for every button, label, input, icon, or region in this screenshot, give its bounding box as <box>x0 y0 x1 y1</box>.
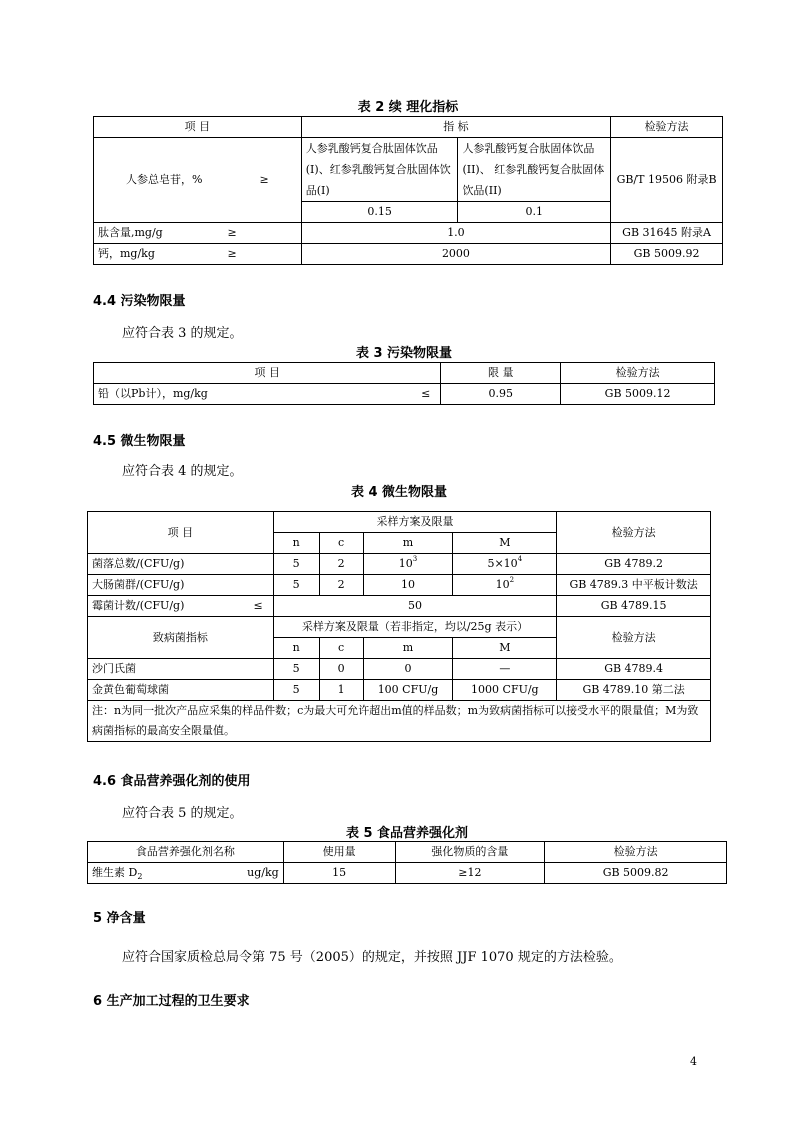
coliform-M: $10^2$ <box>453 575 557 596</box>
table4-sub-c: c <box>319 533 363 554</box>
page-number: 4 <box>690 1055 697 1068</box>
salmonella-label: 沙门氏菌 <box>88 659 274 680</box>
peptide-method: GB 31645 附录A <box>611 223 723 244</box>
table2-row-peptide <box>94 223 723 244</box>
staph-M: 1000 CFU/g <box>453 680 557 701</box>
section-4-6-text: 应符合表 5 的规定。 <box>122 806 243 821</box>
lead-label: 铅（以Pb计），mg/kg <box>98 387 208 400</box>
salmonella-n: 5 <box>273 659 319 680</box>
pathogen-header-method: 检验方法 <box>557 617 711 659</box>
calcium-sign: ≥ <box>227 247 237 260</box>
ginsenoside-label: 人参总皂苷，% <box>126 173 203 186</box>
vitamin-d2-unit: ug/kg <box>247 866 279 879</box>
table4-header-plan: 采样方案及限量 <box>273 512 557 533</box>
total-count-method: GB 4789.2 <box>557 554 711 575</box>
table2-header-indicator: 指 标 <box>301 117 610 138</box>
total-count-M: $5\times 10^4$ <box>453 554 557 575</box>
table4-row-staph <box>88 680 711 701</box>
section-4-5-text: 应符合表 4 的规定。 <box>122 464 243 479</box>
table5-header-method: 检验方法 <box>545 842 727 863</box>
mold-sign: ≤ <box>253 599 263 612</box>
total-count-n: 5 <box>273 554 319 575</box>
table4-row-salmonella <box>88 659 711 680</box>
vitamin-d2-dosage: 15 <box>283 863 395 884</box>
section-6-heading: 6 生产加工过程的卫生要求 <box>93 994 250 1009</box>
pathogen-sub-m: m <box>363 638 453 659</box>
ginsenoside-label-cell <box>94 138 302 223</box>
table3-header-row <box>94 363 715 384</box>
table3-row-lead <box>94 384 715 405</box>
total-count-label: 菌落总数/(CFU/g) <box>88 554 274 575</box>
ginsenoside-value1: 0.15 <box>301 202 458 223</box>
table5-caption: 表 5 食品营养强化剂 <box>345 826 469 841</box>
table4-header-method: 检验方法 <box>557 512 711 554</box>
mold-label-cell <box>88 596 274 617</box>
mold-value: 50 <box>273 596 557 617</box>
staph-n: 5 <box>273 680 319 701</box>
table4-pathogen-header-row <box>88 617 711 638</box>
table4-note-row <box>88 701 711 742</box>
total-count-m: $10^3$ <box>363 554 453 575</box>
table2-row-calcium <box>94 244 723 265</box>
calcium-value: 2000 <box>301 244 610 265</box>
coliform-c: 2 <box>319 575 363 596</box>
table2-row-ginsenoside <box>94 138 723 202</box>
ginsenoside-value2: 0.1 <box>458 202 611 223</box>
table5-header-name: 食品营养强化剂名称 <box>88 842 284 863</box>
staph-label: 金黄色葡萄球菌 <box>88 680 274 701</box>
lead-value: 0.95 <box>441 384 561 405</box>
table4-note: 注：n为同一批次产品应采集的样品件数；c为最大可允许超出m值的样品数；m为致病菌指标可以接受水平的限量值；M为致病菌指标的最高安全限量值。 <box>88 701 711 742</box>
mold-method: GB 4789.15 <box>557 596 711 617</box>
ginsenoside-product2: 人参乳酸钙复合肽固体饮品(II)、 红参乳酸钙复合肽固体饮品(II) <box>458 138 611 202</box>
salmonella-method: GB 4789.4 <box>557 659 711 680</box>
peptide-sign: ≥ <box>227 226 237 239</box>
table4-sub-m: m <box>363 533 453 554</box>
lead-method: GB 5009.12 <box>561 384 715 405</box>
pathogen-sub-n: n <box>273 638 319 659</box>
section-4-5-heading: 4.5 微生物限量 <box>93 434 186 449</box>
table4-caption: 表 4 微生物限量 <box>350 485 448 500</box>
coliform-m: 10 <box>363 575 453 596</box>
table4-sub-n: n <box>273 533 319 554</box>
salmonella-m: 0 <box>363 659 453 680</box>
vitamin-d2-name: 维生素 $D_2$ <box>92 866 143 882</box>
table4-row-total-count <box>88 554 711 575</box>
vitamin-d2-method: GB 5009.82 <box>545 863 727 884</box>
table4 <box>87 511 711 742</box>
table3-header-item: 项 目 <box>94 363 441 384</box>
ginsenoside-method: GB/T 19506 附录B <box>611 138 723 223</box>
calcium-method: GB 5009.92 <box>611 244 723 265</box>
peptide-label-cell <box>94 223 302 244</box>
vitamin-d2-content: ≥12 <box>395 863 545 884</box>
calcium-label-cell <box>94 244 302 265</box>
table4-header-item: 项 目 <box>88 512 274 554</box>
coliform-method: GB 4789.3 中平板计数法 <box>557 575 711 596</box>
section-5-text: 应符合国家质检总局令第 75 号（2005）的规定，并按照 JJF 1070 规定的方法检验。 <box>122 950 622 965</box>
staph-method: GB 4789.10 第二法 <box>557 680 711 701</box>
table5 <box>87 841 727 884</box>
table5-header-content: 强化物质的含量 <box>395 842 545 863</box>
ginsenoside-sign: ≥ <box>259 173 269 186</box>
table5-header-dosage: 使用量 <box>283 842 395 863</box>
vitamin-d2-name-cell <box>88 863 284 884</box>
coliform-label: 大肠菌群/(CFU/g) <box>88 575 274 596</box>
peptide-label: 肽含量,mg/g <box>98 226 163 239</box>
pathogen-header-plan: 采样方案及限量（若非指定，均以/25g 表示） <box>273 617 557 638</box>
coliform-n: 5 <box>273 575 319 596</box>
section-4-4-text: 应符合表 3 的规定。 <box>122 326 243 341</box>
staph-m: 100 CFU/g <box>363 680 453 701</box>
salmonella-c: 0 <box>319 659 363 680</box>
table2 <box>93 116 723 265</box>
lead-sign: ≤ <box>421 387 431 400</box>
table2-caption: 表 2 续 理化指标 <box>357 100 459 115</box>
pathogen-header-item: 致病菌指标 <box>88 617 274 659</box>
table2-header-method: 检验方法 <box>611 117 723 138</box>
table4-row-coliform <box>88 575 711 596</box>
section-5-heading: 5 净含量 <box>93 911 146 926</box>
table3-header-limit: 限 量 <box>441 363 561 384</box>
table3-header-method: 检验方法 <box>561 363 715 384</box>
table4-sub-M: M <box>453 533 557 554</box>
mold-label: 霉菌计数/(CFU/g) <box>92 599 185 612</box>
table2-header-row <box>94 117 723 138</box>
salmonella-M: — <box>453 659 557 680</box>
table5-header-row <box>88 842 727 863</box>
lead-label-cell <box>94 384 441 405</box>
staph-c: 1 <box>319 680 363 701</box>
calcium-label: 钙，mg/kg <box>98 247 155 260</box>
pathogen-sub-c: c <box>319 638 363 659</box>
section-4-6-heading: 4.6 食品营养强化剂的使用 <box>93 774 251 789</box>
pathogen-sub-M: M <box>453 638 557 659</box>
table3 <box>93 362 715 405</box>
table4-row-mold <box>88 596 711 617</box>
table5-row-vitamin-d2 <box>88 863 727 884</box>
table2-header-item: 项 目 <box>94 117 302 138</box>
section-4-4-heading: 4.4 污染物限量 <box>93 294 186 309</box>
total-count-c: 2 <box>319 554 363 575</box>
table4-header-row <box>88 512 711 533</box>
ginsenoside-product1: 人参乳酸钙复合肽固体饮品(I)、红参乳酸钙复合肽固体饮品(I) <box>301 138 458 202</box>
peptide-value: 1.0 <box>301 223 610 244</box>
table3-caption: 表 3 污染物限量 <box>355 346 453 361</box>
